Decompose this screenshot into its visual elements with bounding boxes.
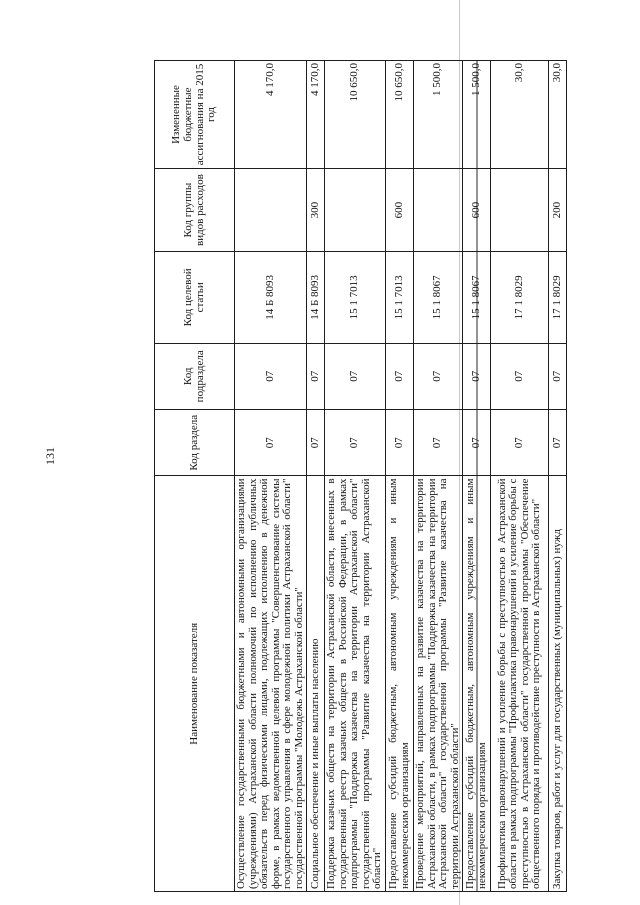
row-target: 14 Б 8093 [235, 252, 307, 343]
row-name: Социальное обеспечение и иные выплаты населению [307, 476, 325, 892]
row-subsection: 07 [235, 343, 307, 409]
header-name: Наименование показателя [155, 476, 235, 892]
row-amount: 30,0 [549, 61, 567, 169]
table-row [325, 61, 386, 892]
table-row [414, 61, 463, 892]
row-subsection: 07 [414, 343, 463, 409]
row-name: Закупка товаров, работ и услуг для государственных (муниципальных) нужд [549, 476, 567, 892]
row-target: 17 1 8029 [549, 252, 567, 343]
row-amount: 4 170,0 [307, 61, 325, 169]
row-target: 15 1 7013 [325, 252, 386, 343]
row-section: 07 [386, 410, 414, 476]
header-amount: Измененные бюджетные ассигнования на 2015 год [155, 61, 235, 169]
row-section: 07 [414, 410, 463, 476]
row-amount: 1 500,0 [414, 61, 463, 169]
row-group [325, 169, 386, 252]
table-row [549, 61, 567, 892]
row-group [414, 169, 463, 252]
header-target: Код целевой статьи [155, 252, 235, 343]
row-group [491, 169, 549, 252]
row-section: 07 [491, 410, 549, 476]
row-section: 07 [307, 410, 325, 476]
header-section: Код раздела [155, 410, 235, 476]
row-name: Профилактика правонарушений и усиление борьбы с преступностью в Астраханской области в рамках подпрограммы "Профилактика правонарушений и усиление борьбы с преступностью в Астраханской области" государственной программы "Обеспечение общественного порядка и противодействие преступности в Астраханской области" [491, 476, 549, 892]
row-subsection: 07 [491, 343, 549, 409]
row-section: 07 [549, 410, 567, 476]
row-target: 17 1 8029 [491, 252, 549, 343]
table-row [307, 61, 325, 892]
row-name: Предоставление субсидий бюджетным, автономным учреждениям и иным некоммерческим организациям [386, 476, 414, 892]
table-row [491, 61, 549, 892]
row-amount: 10 650,0 [386, 61, 414, 169]
row-group [235, 169, 307, 252]
table-row [463, 61, 491, 892]
row-amount: 30,0 [491, 61, 549, 169]
row-target: 15 1 8067 [414, 252, 463, 343]
row-name: Проведение мероприятий, направленных на развитие казачества на территории Астраханской области, в рамках подпрограммы "Поддержка казачества на территории Астраханской области" государственной программы "Развитие казачества на территории Астраханской области" [414, 476, 463, 892]
header-exp-group: Код группы видов расходов [155, 169, 235, 252]
row-group: 300 [307, 169, 325, 252]
row-section: 07 [463, 410, 491, 476]
row-name: Предоставление субсидий бюджетным, автономным учреждениям и иным некоммерческим организациям [463, 476, 491, 892]
row-group: 200 [549, 169, 567, 252]
table-row [235, 61, 307, 892]
row-subsection: 07 [463, 343, 491, 409]
row-group: 600 [386, 169, 414, 252]
row-subsection: 07 [307, 343, 325, 409]
budget-table-container [154, 60, 563, 892]
row-subsection: 07 [549, 343, 567, 409]
row-section: 07 [235, 410, 307, 476]
row-group: 600 [463, 169, 491, 252]
row-name: Поддержка казачьих обществ на территории Астраханской области, внесенных в государственный реестр казачьих обществ в Российской Федерации, в рамках подпрограммы "Поддержка казачества на территории Астраханской области" государственной программы "Развитие казачества на территории Астраханской области" [325, 476, 386, 892]
row-subsection: 07 [325, 343, 386, 409]
row-name: Осуществление государственными бюджетными и автономными организациями (учреждениями) Астраханской области полномочий по исполнению публичных обязательств перед физическими лицами, подлежащих исполнению в денежной форме, в рамках ведомственной целевой программы "Совершенствование системы государственного управления в сфере молодежной политики Астраханской области" государственной программы "Молодежь Астраханской области" [235, 476, 307, 892]
row-target: 14 Б 8093 [307, 252, 325, 343]
row-target: 15 1 7013 [386, 252, 414, 343]
table-row [386, 61, 414, 892]
page-number: 131 [43, 447, 57, 465]
budget-table [154, 60, 567, 892]
row-subsection: 07 [386, 343, 414, 409]
header-row [155, 61, 235, 892]
row-amount: 4 170,0 [235, 61, 307, 169]
row-amount: 1 500,0 [463, 61, 491, 169]
row-amount: 10 650,0 [325, 61, 386, 169]
row-target: 15 1 8067 [463, 252, 491, 343]
header-subsection: Код подраздела [155, 343, 235, 409]
row-section: 07 [325, 410, 386, 476]
